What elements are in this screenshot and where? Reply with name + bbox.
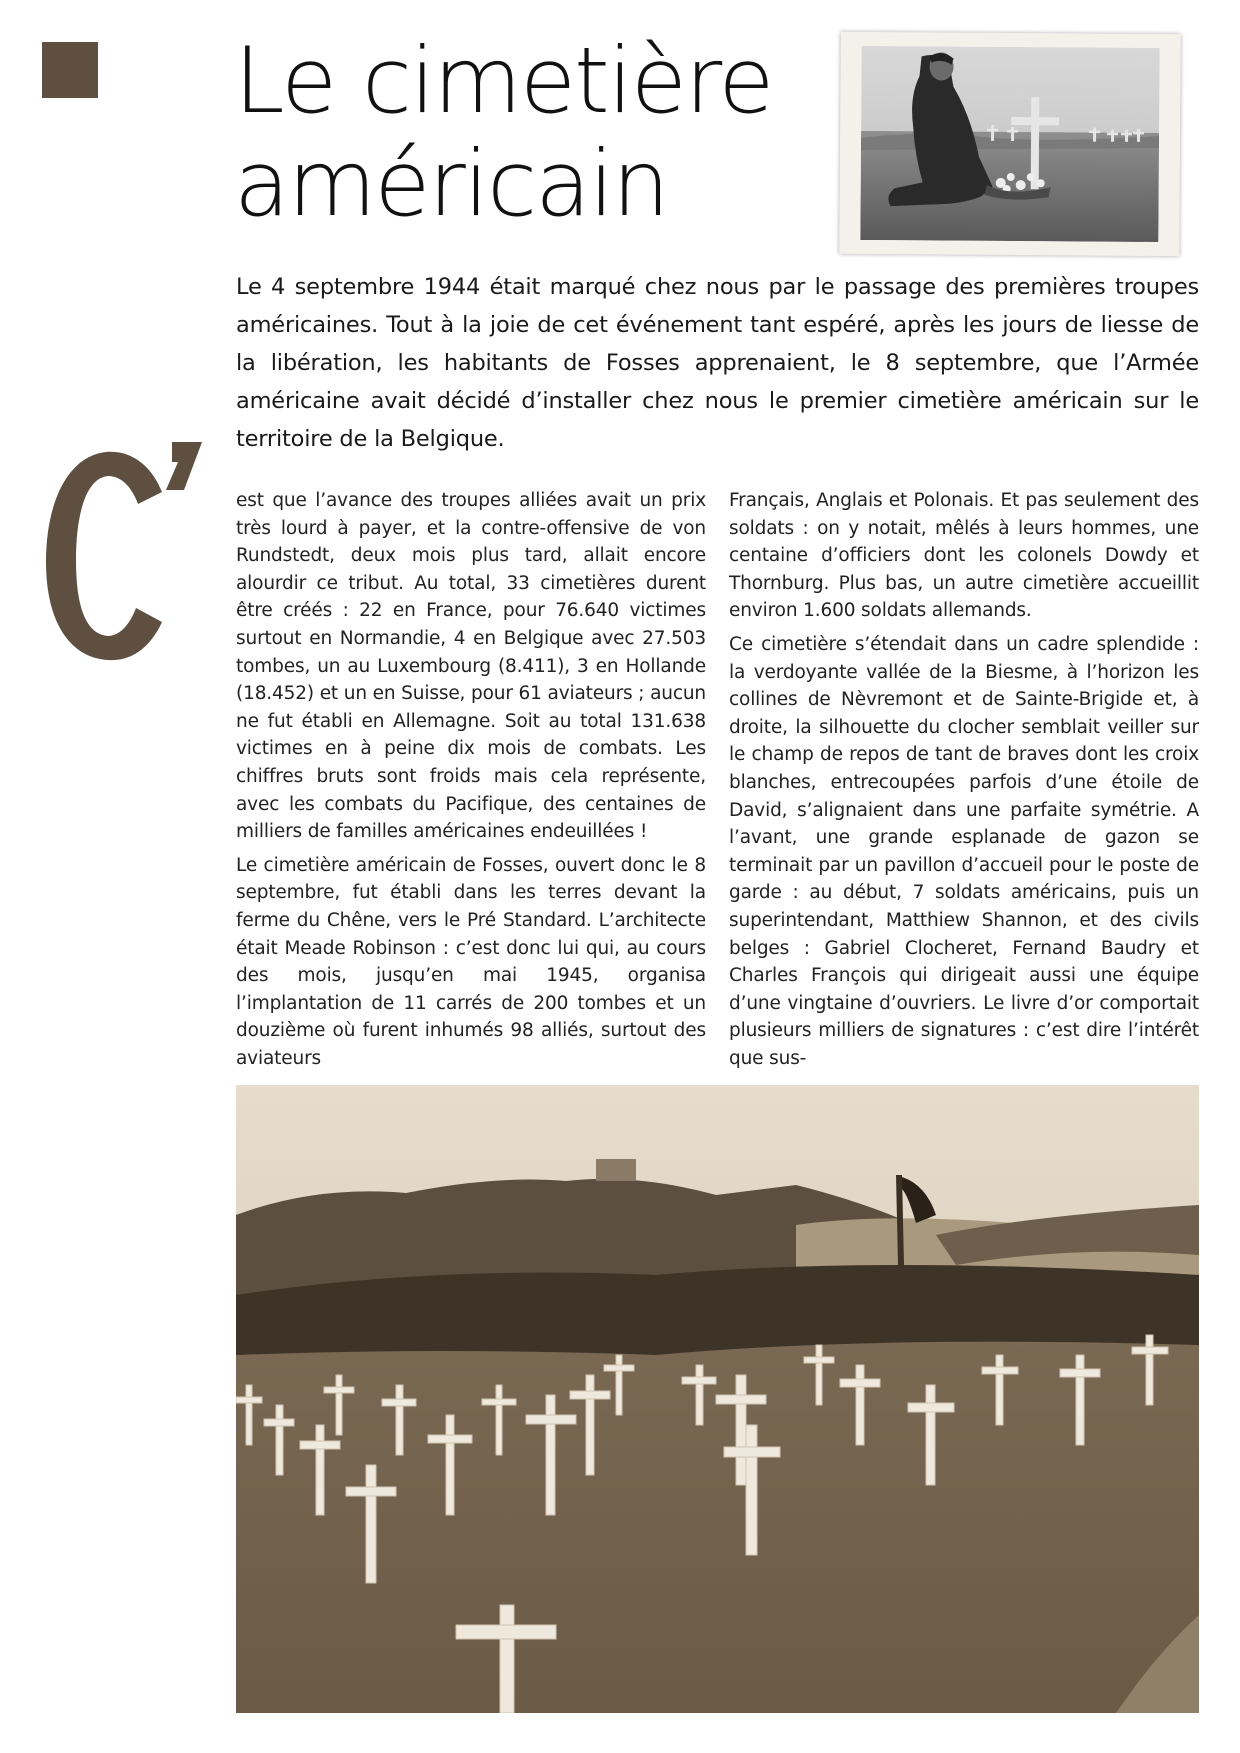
lead-paragraph: Le 4 septembre 1944 était marqué chez nous par le passage des premières troupes américaines. Tout à la joie de cet événement tant espéré, après les jours de liesse de la libération, les habitants de Fosses apprenaient, le 8 septembre, que l’Armée américaine avait décidé d’installer chez nous le premier cimetière américain sur le territoire de la Belgique. [236, 274, 1199, 452]
title-line-1: Le cimetière [234, 29, 773, 134]
page-title [234, 30, 794, 236]
cemetery-photo [236, 1085, 1199, 1713]
title-line-2: américain [234, 132, 668, 237]
column-right-paragraph-1: Français, Anglais et Polonais. Et pas seulement des soldats : on y notait, mêlés à leurs hommes, une centaine d’officiers dont les colonels Dowdy et Thornburg. Plus bas, un autre cimetière accueillit environ 1.600 soldats allemands. [729, 490, 1199, 622]
top-photo-frame [839, 32, 1181, 256]
decorative-square [42, 42, 98, 98]
drop-cap [38, 432, 208, 672]
top-photo [860, 46, 1159, 242]
column-left-paragraph-2: Le cimetière américain de Fosses, ouvert donc le 8 septembre, fut établi dans les terres devant la ferme du Chêne, vers le Pré Standard. L’architecte était Meade Robinson : c’est donc lui qui, au cours des mois, jusqu’en mai 1945, organisa l’implantation de 11 carrés de 200 tombes et un douzième où furent inhumés 98 alliés, surtout des aviateurs [236, 854, 706, 1069]
column-left [236, 487, 706, 1078]
column-right-paragraph-2: Ce cimetière s’étendait dans un cadre splendide : la verdoyante vallée de la Biesme, à l’horizon les collines de Nèvremont et de Sainte-Brigide et, à droite, la silhouette du clocher semblait veiller sur le champ de repos de tant de braves dont les croix blanches, entrecoupées parfois d’une étoile de David, s’alignaient dans une parfaite symétrie. A l’avant, une grande esplanade de gazon se terminait par un pavillon d’accueil pour le poste de garde : au début, 7 soldats américains, puis un superintendant, Matthiew Shannon, et des civils belges : Gabriel Clocheret, Fernand Baudry et Charles François qui dirigeait aussi une équipe d’une vingtaine d’ouvriers. Le livre d’or comportait plusieurs milliers de signatures : c’est dire l’intérêt que sus- [729, 633, 1199, 1069]
column-right [729, 487, 1199, 1078]
column-left-paragraph-1: est que l’avance des troupes alliées avait un prix très lourd à payer, et la contre-offensive de von Rundstedt, deux mois plus tard, allait encore alourdir ce tribut. Au total, 33 cimetières durent être créés : 22 en France, pour 76.640 victimes surtout en Normandie, 4 en Belgique avec 27.503 tombes, un au Luxembourg (8.411), 3 en Hollande (18.452) et un en Suisse, pour 61 aviateurs ; aucun ne fut établi en Allemagne. Soit au total 131.638 victimes en à peine dix mois de combats. Les chiffres bruts sont froids mais cela représente, avec les combats du Pacifique, des centaines de milliers de familles américaines endeuillées ! [236, 490, 706, 843]
